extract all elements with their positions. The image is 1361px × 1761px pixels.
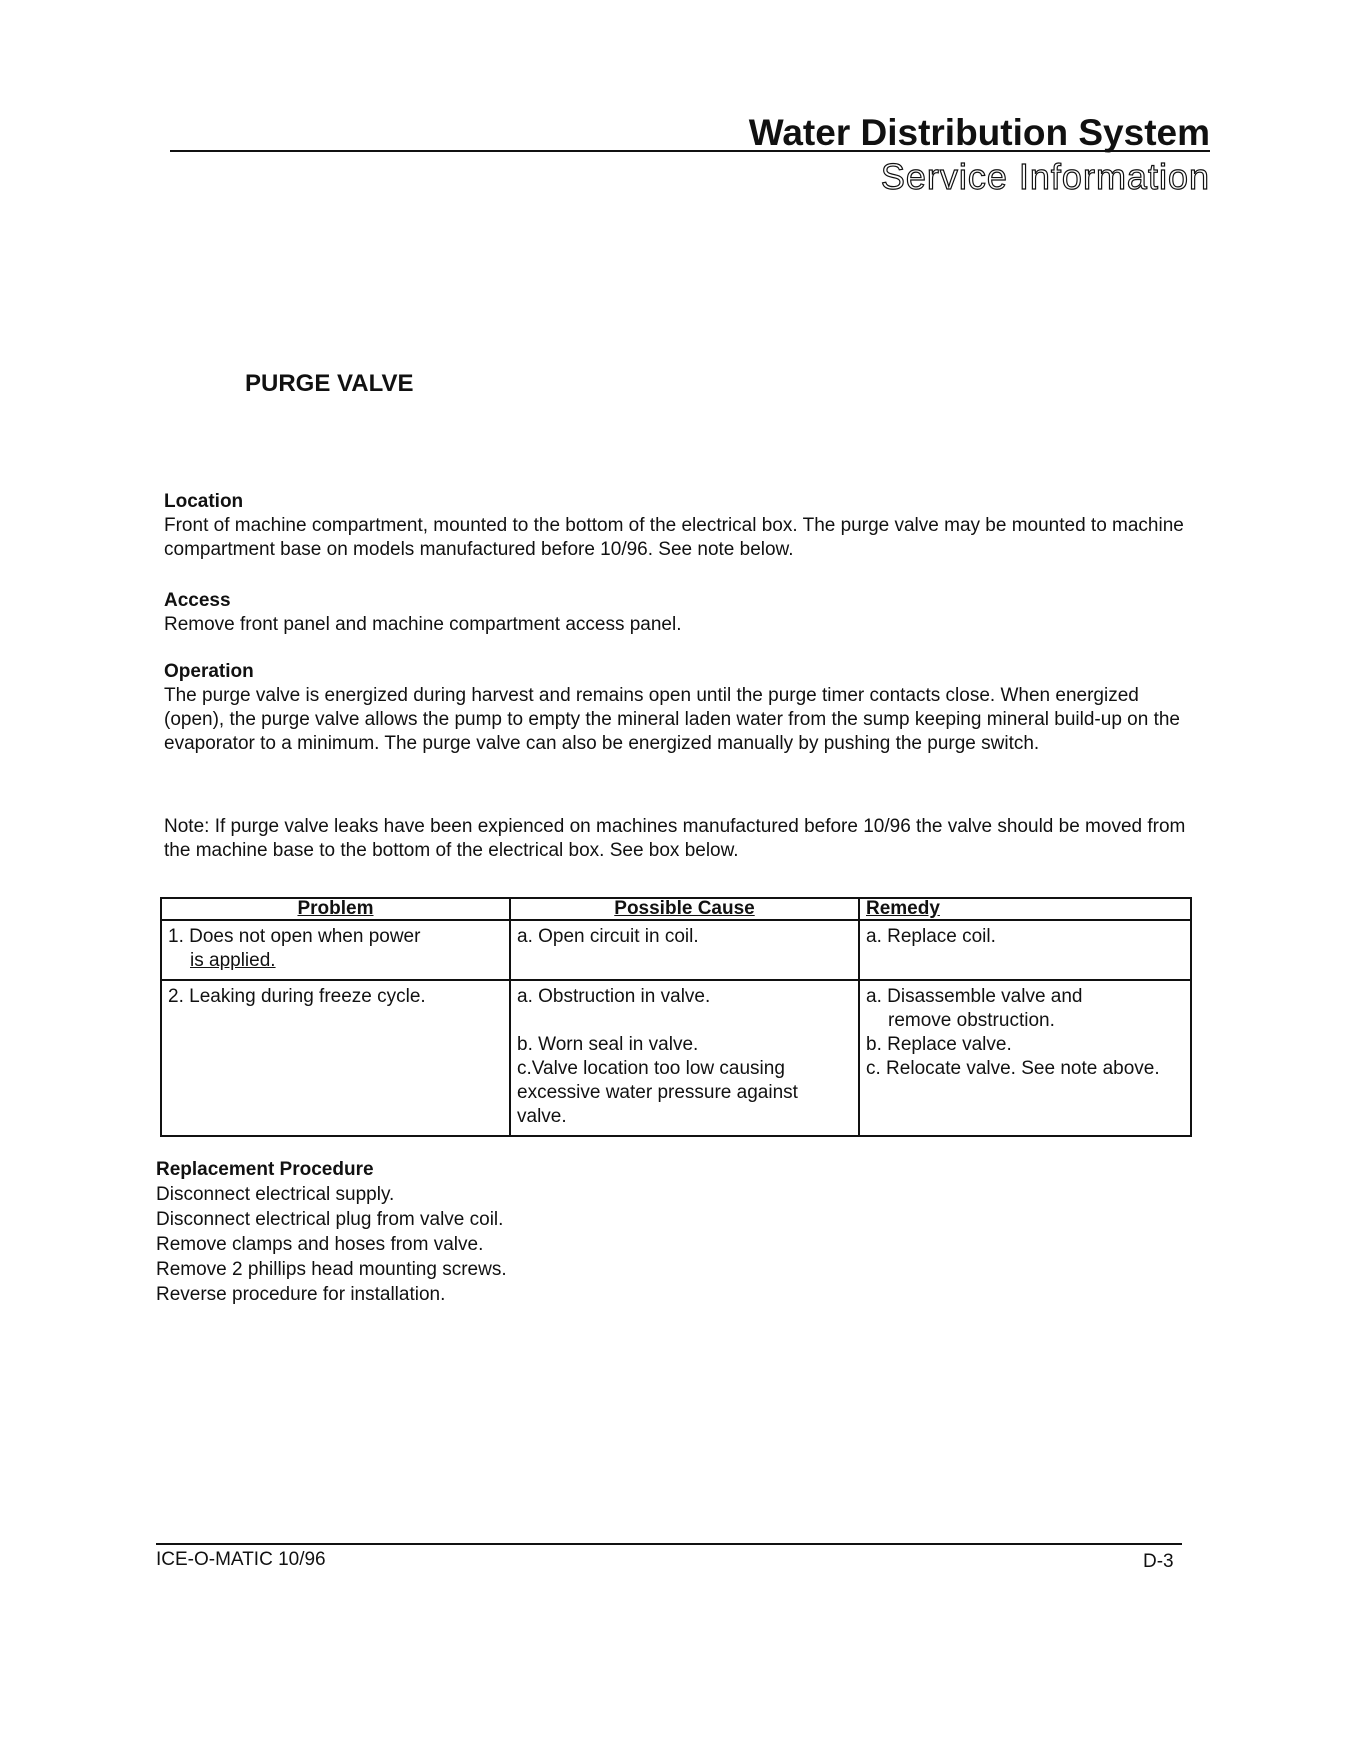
replacement-step: Remove clamps and hoses from valve. — [156, 1234, 484, 1255]
operation-heading: Operation — [164, 661, 254, 682]
problem-line: is applied. — [190, 950, 276, 971]
remedy-line: remove obstruction. — [888, 1010, 1055, 1031]
page-number: D-3 — [1143, 1551, 1174, 1572]
remedy-line: a. Disassemble valve and — [866, 986, 1083, 1007]
note-text: Note: If purge valve leaks have been expienced on machines manufactured before 10/96 the valve should be moved from the machine base to the bottom of the electrical box. See box below. — [164, 816, 1186, 861]
note-section — [164, 815, 1194, 863]
problem-cell — [161, 980, 510, 1136]
access-heading: Access — [164, 590, 231, 611]
section-title: PURGE VALVE — [245, 370, 414, 397]
table-row — [161, 980, 1191, 1136]
replacement-section — [156, 1157, 507, 1307]
cause-cell — [510, 980, 859, 1136]
remedy-cell — [859, 920, 1191, 980]
cause-line: a. Open circuit in coil. — [517, 926, 699, 947]
footer-rule — [156, 1543, 1182, 1545]
remedy-line: c. Relocate valve. See note above. — [866, 1058, 1160, 1079]
cause-line: valve. — [517, 1106, 567, 1127]
operation-section — [164, 660, 1194, 756]
cause-line: b. Worn seal in valve. — [517, 1034, 699, 1055]
location-heading: Location — [164, 491, 244, 512]
header-problem: Problem — [161, 898, 510, 920]
remedy-cell — [859, 980, 1191, 1136]
operation-text: The purge valve is energized during harvest and remains open until the purge timer contacts close. When energized (open), the purge valve allows the pump to empty the mineral laden water from the sump keeping mineral build-up on the evaporator to a minimum. The purge valve can also be energized manually by pushing the purge switch. — [164, 685, 1180, 754]
remedy-line: a. Replace coil. — [866, 926, 996, 947]
header-possible-cause: Possible Cause — [510, 898, 859, 920]
cause-line: c.Valve location too low causing — [517, 1058, 785, 1079]
replacement-step: Reverse procedure for installation. — [156, 1284, 446, 1305]
troubleshooting-table — [160, 897, 1192, 1137]
problem-line: 1. Does not open when power — [168, 926, 421, 947]
location-section — [164, 490, 1194, 562]
table-header-row — [161, 898, 1191, 920]
location-text: Front of machine compartment, mounted to the bottom of the electrical box. The purge valve may be mounted to machine compartment base on models manufactured before 10/96. See note below. — [164, 515, 1184, 560]
table-row — [161, 920, 1191, 980]
footer-publisher: ICE-O-MATIC 10/96 — [156, 1549, 326, 1570]
header-remedy: Remedy — [859, 898, 1191, 920]
cause-line: excessive water pressure against — [517, 1082, 798, 1103]
remedy-line: b. Replace valve. — [866, 1034, 1012, 1055]
cause-cell — [510, 920, 859, 980]
cause-line: a. Obstruction in valve. — [517, 986, 711, 1007]
header-title: Water Distribution System — [748, 112, 1210, 153]
replacement-step: Disconnect electrical plug from valve coil. — [156, 1209, 504, 1230]
problem-cell — [161, 920, 510, 980]
replacement-step: Remove 2 phillips head mounting screws. — [156, 1259, 507, 1280]
replacement-step: Disconnect electrical supply. — [156, 1184, 395, 1205]
access-section — [164, 589, 1194, 637]
header-subtitle: Service Information — [880, 156, 1210, 197]
replacement-heading: Replacement Procedure — [156, 1159, 374, 1180]
problem-line: 2. Leaking during freeze cycle. — [168, 986, 426, 1007]
access-text: Remove front panel and machine compartment access panel. — [164, 614, 682, 635]
